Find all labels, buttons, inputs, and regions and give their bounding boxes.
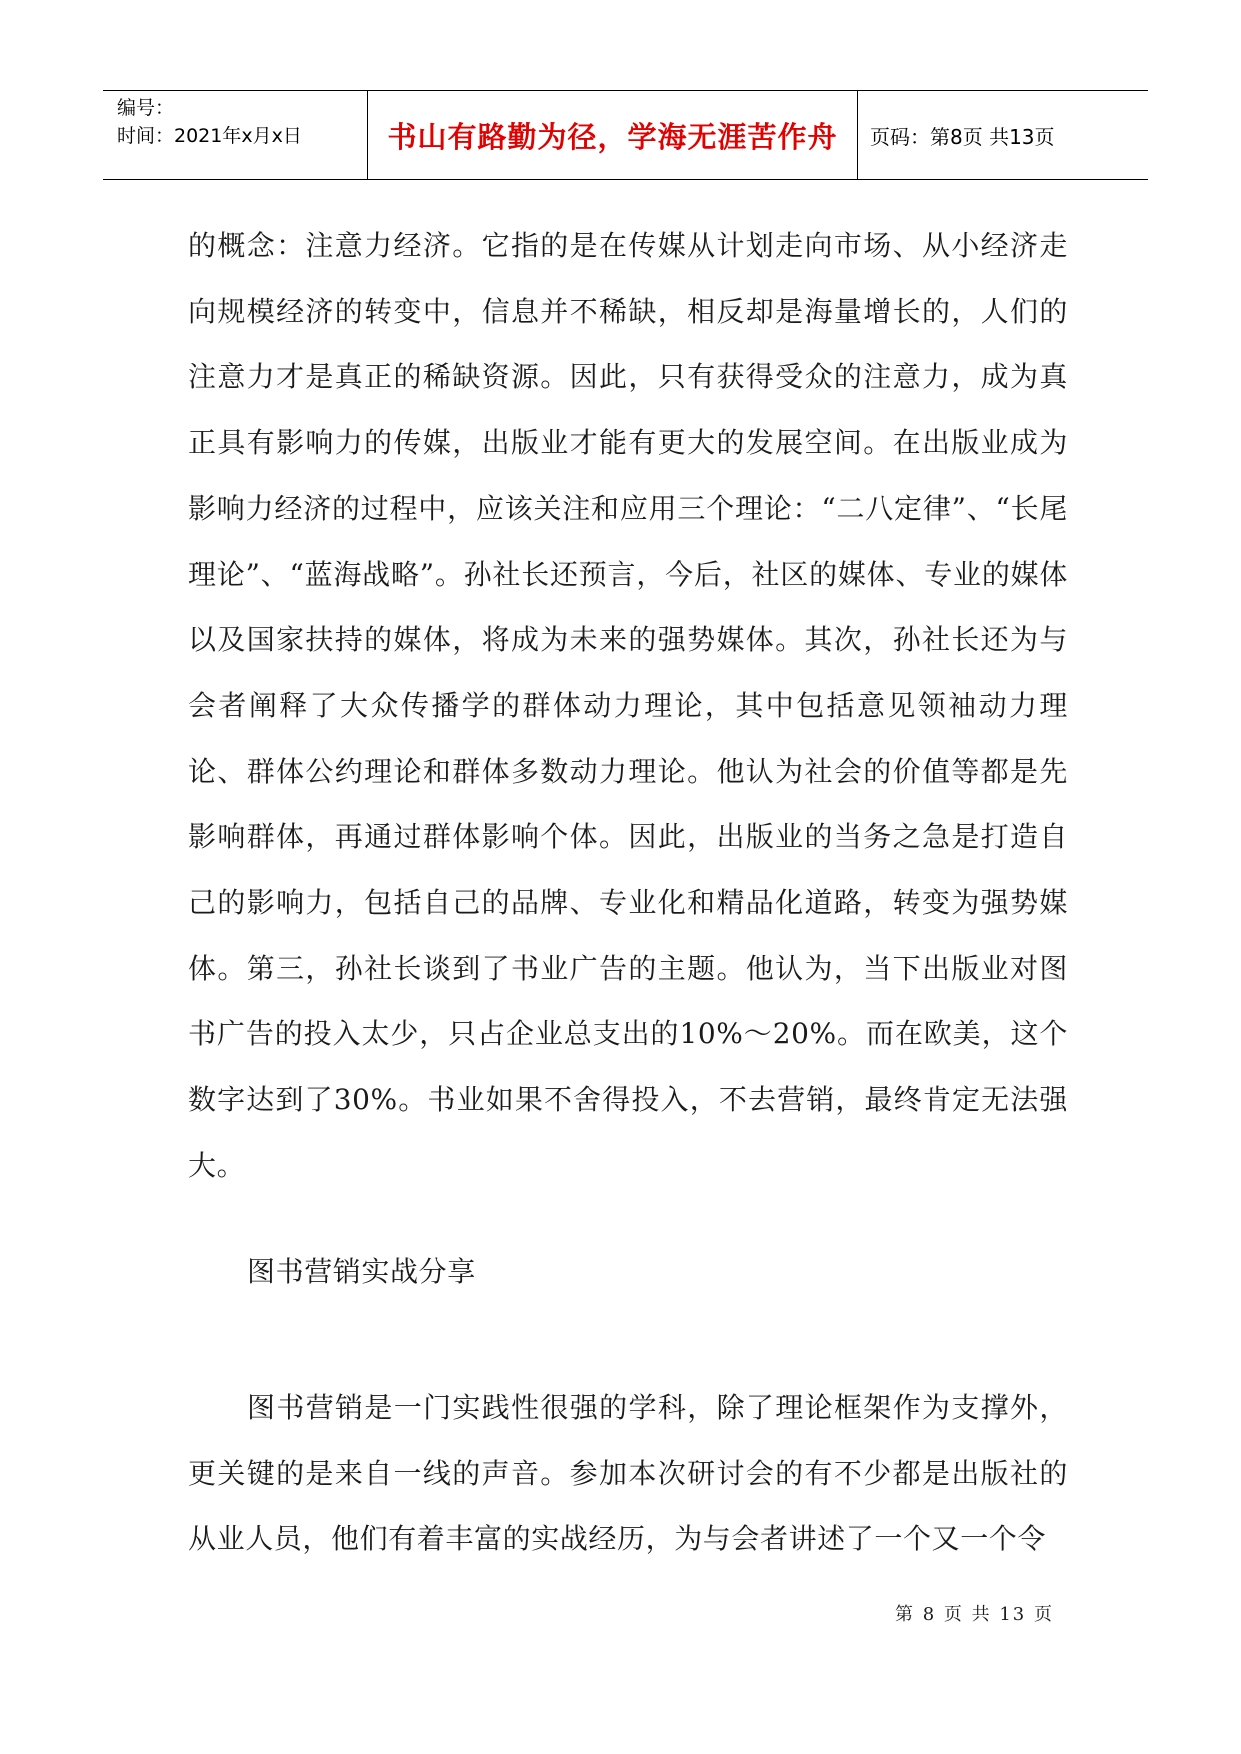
body-paragraph: 的概念：注意力经济。它指的是在传媒从计划走向市场、从小经济走向规模经济的转变中，信息并不稀缺，相反却是海量增长的，人们的注意力才是真正的稀缺资源。因此，只有获得受众的注意力，成为真正具有影响力的传媒，出版业才能有更大的发展空间。在出版业成为影响力经济的过程中，应该关注和应用三个理论：“二八定律”、“长尾理论”、“蓝海战略”。孙社长还预言，今后，社区的媒体、专业的媒体以及国家扶持的媒体，将成为未来的强势媒体。其次，孙社长还为与会者阐释了大众传播学的群体动力理论，其中包括意见领袖动力理论、群体公约理论和群体多数动力理论。他认为社会的价值等都是先影响群体，再通过群体影响个体。因此，出版业的当务之急是打造自己的影响力，包括自己的品牌、专业化和精品化道路，转变为强势媒体。第三，孙社长谈到了书业广告的主题。他认为，当下出版业对图书广告的投入太少，只占企业总支出的10%～20%。而在欧美，这个数字达到了30%。书业如果不舍得投入，不去营销，最终肯定无法强大。	[188, 229, 1068, 1182]
document-time-label: 时间：2021年x月x日	[117, 125, 302, 147]
body-paragraph: 图书营销是一门实践性很强的学科，除了理论框架作为支撑外，更关键的是来自一线的声音。参加本次研讨会的有不少都是出版社的从业人员，他们有着丰富的实战经历，为与会者讲述了一个又一个令	[188, 1391, 1068, 1556]
header-page-number: 页码：第8页 共13页	[870, 124, 1055, 149]
header-motto: 书山有路勤为径，学海无涯苦作舟	[387, 119, 838, 154]
header-meta-cell	[103, 91, 368, 179]
document-number-label: 编号：	[117, 97, 175, 119]
section-heading: 图书营销实战分享	[247, 1255, 476, 1288]
header-motto-cell	[368, 91, 858, 179]
page-footer: 第 8 页 共 13 页	[895, 1604, 1054, 1625]
page-header	[103, 90, 1148, 180]
header-page-cell	[858, 91, 1148, 179]
